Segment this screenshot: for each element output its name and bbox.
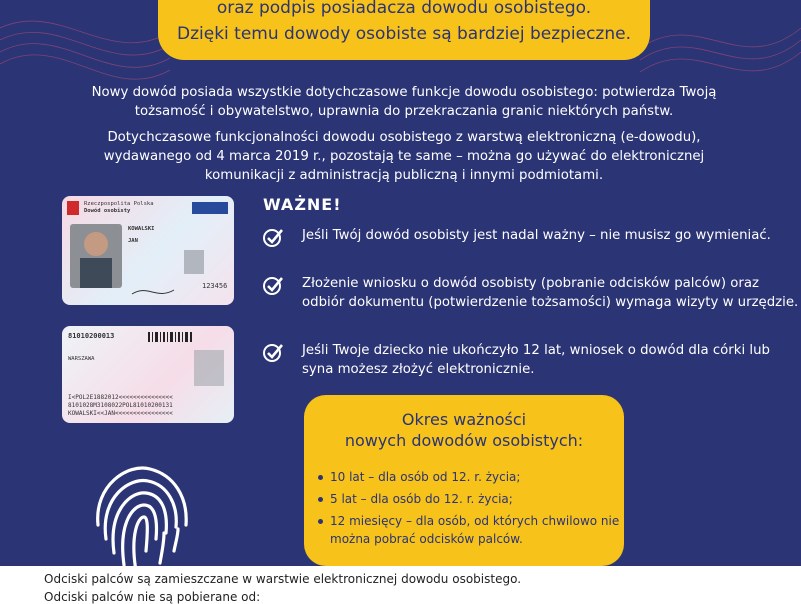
- top-banner: [158, 0, 650, 60]
- important-item-3-text: Jeśli Twoje dziecko nie ukończyło 12 lat, wniosek o dowód dla córki lub syna możesz złożyć elektronicznie.: [302, 343, 770, 377]
- validity-title-line-1: Okres ważności: [401, 410, 527, 429]
- important-item-1-text: Jeśli Twój dowód osobisty jest nadal ważny – nie musisz go wymieniać.: [302, 228, 771, 243]
- card-header-2: Dowód osobisty: [84, 208, 131, 214]
- list-item: [318, 512, 620, 548]
- card-back-number: 81010200013: [68, 332, 115, 340]
- card-surname: KOWALSKI: [128, 226, 155, 232]
- check-circle-icon: [262, 226, 284, 248]
- list-item: [318, 490, 620, 508]
- card-back-mrz-3: KOWALSKI<<JAN<<<<<<<<<<<<<<<<: [68, 410, 173, 417]
- validity-list: [318, 468, 620, 552]
- validity-title: [304, 409, 624, 451]
- fingerprint-icon: [88, 455, 198, 566]
- validity-item-text: 12 miesięcy – dla osób, od których chwilowo nie można pobrać odcisków palców.: [330, 514, 620, 546]
- validity-box: [304, 395, 624, 566]
- footer-line-1: Odciski palców są zamieszczane w warstwie elektronicznej dowodu osobistego.: [44, 572, 522, 586]
- validity-title-line-2: nowych dowodów osobistych:: [344, 431, 584, 450]
- intro-paragraph-1: Nowy dowód posiada wszystkie dotychczasowe funkcje dowodu osobistego: potwierdza Twoją tożsamość i obywatelstwo, uprawnia do przekraczania granic niektórych państw.: [91, 85, 717, 119]
- bullet-icon: [318, 519, 323, 524]
- list-item: [318, 468, 620, 486]
- important-item-1: [302, 226, 771, 245]
- validity-item-text: 5 lat – dla osób do 12. r. życia;: [330, 492, 513, 506]
- footer-line-2: Odciski palców nie są pobierane od:: [44, 590, 261, 604]
- id-card-front-image: [62, 196, 234, 305]
- banner-line-1: oraz podpis posiadacza dowodu osobistego.: [216, 0, 592, 18]
- card-back-mrz-2: 8101028M3108022POL81010200131: [68, 402, 173, 409]
- bullet-icon: [318, 497, 323, 502]
- card-number: 123456: [202, 282, 228, 290]
- polish-eagle-icon: [67, 201, 79, 215]
- card-back-city: WARSZAWA: [68, 356, 95, 362]
- card-back-mrz-1: I<POL2E1882012<<<<<<<<<<<<<<<: [68, 394, 173, 401]
- card-header-1: Rzeczpospolita Polska: [84, 201, 154, 207]
- id-card-back-image: [62, 326, 234, 423]
- important-item-3: [302, 341, 801, 379]
- check-circle-icon: [262, 341, 284, 363]
- banner-line-2: Dzięki temu dowody osobiste są bardziej bezpieczne.: [177, 24, 631, 44]
- check-circle-icon: [262, 274, 284, 296]
- bullet-icon: [318, 475, 323, 480]
- important-heading: WAŻNE!: [263, 195, 342, 214]
- important-item-2: [302, 274, 801, 312]
- validity-item-text: 10 lat – dla osób od 12. r. życia;: [330, 470, 521, 484]
- intro-paragraph-2: Dotychczasowe funkcjonalności dowodu osobistego z warstwą elektroniczną (e-dowodu), wydawanego od 4 marca 2019 r., pozostają te same – można go używać do elektronicznej komunikacji z administracją publiczną i innymi podmiotami.: [103, 130, 705, 183]
- important-item-2-text: Złożenie wniosku o dowód osobisty (pobranie odcisków palców) oraz odbiór dokumentu (potwierdzenie tożsamości) wymaga wizyty w urzędzie.: [302, 276, 799, 310]
- card-name: JAN: [128, 238, 138, 244]
